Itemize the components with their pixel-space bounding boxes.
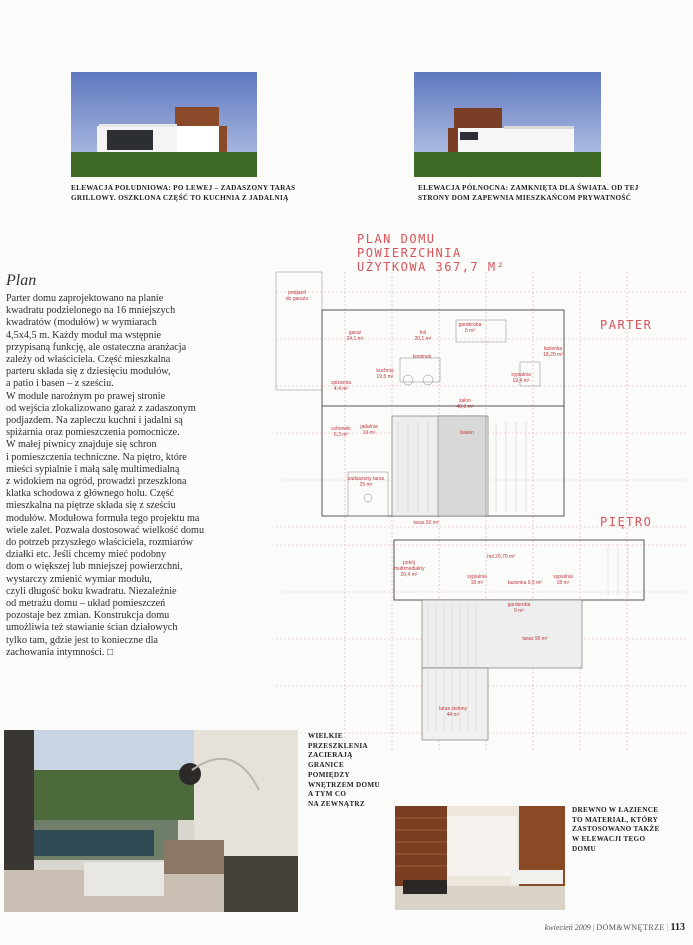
room-label-zadaszony-taras: zadaszony taras 25 m² <box>347 476 385 488</box>
body-line: kwadratów (modułów) w wymiarach <box>6 317 157 329</box>
room-label-sypialnia: sypialnia 19,4 m² <box>511 372 531 384</box>
body-line: 4,5x4,5 m. Każdy moduł ma wstępnie <box>6 329 162 341</box>
body-line: i pomieszczenia techniczne. Na piętro, które <box>6 451 187 463</box>
parter-label: PARTER <box>600 318 653 332</box>
body-line: działki etc. Jeśli chcemy mieć podobny <box>6 549 167 561</box>
room-label-lazienka: łazienka 18,20 m² <box>543 346 563 358</box>
room-label-hol-pietro: hol 20,70 m² <box>487 554 515 560</box>
room-label-spizarnia: spiżarnia 4,4 m² <box>330 380 351 392</box>
body-line: mieszkalna na piętrze składa się z sześciu <box>6 500 176 512</box>
room-label-salon: salon 40,9 m² <box>456 398 474 410</box>
room-label-taras-zielony: taras zielony 44 m² <box>438 706 468 718</box>
room-label-garaz: garaż 24,1 m² <box>346 330 364 342</box>
body-line: modułów. Modułowa formuła tego projektu ma <box>6 512 200 524</box>
footer-issue: kwiecień 2009 <box>544 923 591 932</box>
plan-title: PLAN DOMU POWIERZCHNIA UŻYTKOWA 367,7 M² <box>357 232 506 274</box>
body-line: kwadratu podzielonego na 16 mniejszych <box>6 305 176 317</box>
room-label-multimedia: pokój multimedialny 20,4 m² <box>394 560 425 578</box>
body-line: do potrzeb przyszłego właściciela, rozmiarów <box>6 537 193 549</box>
page-footer <box>480 922 685 933</box>
room-label-hol: hol 20,1 m² <box>414 330 432 342</box>
body-line: Parter domu zaprojektowano na planie <box>6 293 164 304</box>
living-room-caption: WIELKIE PRZESZKLENIA ZACIERAJĄ GRANICE POMIĘDZY WNĘTRZEM DOMU A TYM CO NA ZEWNĄTRZ <box>308 732 380 809</box>
living-room-photo <box>4 730 298 912</box>
body-line: umożliwia też stawianie ścian działowych <box>6 622 178 634</box>
bathroom-caption: DREWNO W ŁAZIENCE TO MATERIAŁ, KTÓRY ZASTOSOWANO TAKŻE W ELEWACJI TEGO DOMU <box>572 806 660 853</box>
north-elevation-caption: ELEWACJA PÓŁNOCNA: ZAMKNIĘTA DLA ŚWIATA. OD TEJ STRONY DOM ZAPEWNIA MIESZKAŃCOM PRYWATNOŚĆ <box>418 184 639 202</box>
room-label-jadalnia: jadalnia 19 m² <box>360 424 378 436</box>
body-line: dom o większej lub mniejszej powierzchni, <box>6 561 183 573</box>
body-line: spiżarnia oraz pomieszczenia pomocnicze. <box>6 427 180 439</box>
footer-page-number: 113 <box>670 922 685 933</box>
body-line: W module narożnym po prawej stronie <box>6 390 166 402</box>
footer-magazine: DOM&WNĘTRZE <box>596 923 665 932</box>
room-label-basen: basen <box>460 430 474 436</box>
room-label-garderoba-pietro: garderoba 9 m² <box>507 602 531 614</box>
room-label-kuchnia: kuchnia 19,5 m² <box>376 368 394 380</box>
pietro-label: PIĘTRO <box>600 515 653 529</box>
bathroom-photo <box>395 806 565 910</box>
floor-plan <box>268 262 686 752</box>
footer-divider: | <box>666 923 671 932</box>
body-line: podjazdem. Na zapleczu kuchni i jadalni są <box>6 415 183 427</box>
south-elevation-image <box>71 72 257 177</box>
body-line: wystarczy zmienić wymiar modułu, <box>6 573 152 585</box>
body-line: klatka schodowa z głównego holu. Część <box>6 488 175 500</box>
body-line: zachowania intymności. □ <box>6 646 114 658</box>
room-label-garderoba: garderoba 5 m² <box>458 322 482 334</box>
body-line: mieści sypialnie i małą salę multimedialną <box>6 463 180 475</box>
section-heading: Plan <box>6 272 37 289</box>
room-label-lazienka-pietro: łazienka 9,5 m² <box>508 580 542 586</box>
body-line: od metrażu domu – układ pomieszczeń <box>6 598 166 610</box>
room-label-schowek: schowek 6,3 m² <box>331 426 351 438</box>
body-line: tylko tam, gdzie jest to konieczne dla <box>6 634 158 646</box>
room-label-kominek: kominek <box>412 354 432 360</box>
body-line: a patio i basen – z sześciu. <box>6 378 114 390</box>
room-label-sypialnia-2: sypialnia 18 m² <box>553 574 573 586</box>
north-elevation-image <box>414 72 601 177</box>
body-line: od wejścia zlokalizowano garaż z zadaszonym <box>6 402 196 414</box>
article-body <box>6 293 264 659</box>
body-line: pozostaje bez zmian. Konstrukcja domu <box>6 610 170 622</box>
body-line: wiele zalet. Pozwala dostosować wielkość domu <box>6 524 205 536</box>
room-label-taras-pietro: taras 90 m² <box>522 636 548 642</box>
body-line: zależy od właściciela. Część mieszkalna <box>6 354 171 366</box>
body-line: przypisaną funkcję, ale ostateczna aranżacja <box>6 341 187 353</box>
south-elevation-caption: ELEWACJA POŁUDNIOWA: PO LEWEJ – ZADASZONY TARAS GRILLOWY. OSZKLONA CZĘŚĆ TO KUCHNIA Z JADALNIĄ <box>71 184 296 202</box>
body-line: W małej piwnicy znajduje się schron <box>6 439 157 451</box>
room-label-taras: taras 50 m² <box>413 520 439 526</box>
body-line: z widokiem na ogród, prowadzi przeszklona <box>6 476 187 488</box>
room-label-sypialnia-1: sypialnia 18 m² <box>467 574 487 586</box>
body-line: parteru składa się z dziesięciu modułów, <box>6 366 171 378</box>
room-label-podjazd: podjazd do garażu <box>285 290 309 302</box>
body-line: czyli długość boku kwadratu. Niezależnie <box>6 585 177 597</box>
footer-divider: | <box>592 923 597 932</box>
